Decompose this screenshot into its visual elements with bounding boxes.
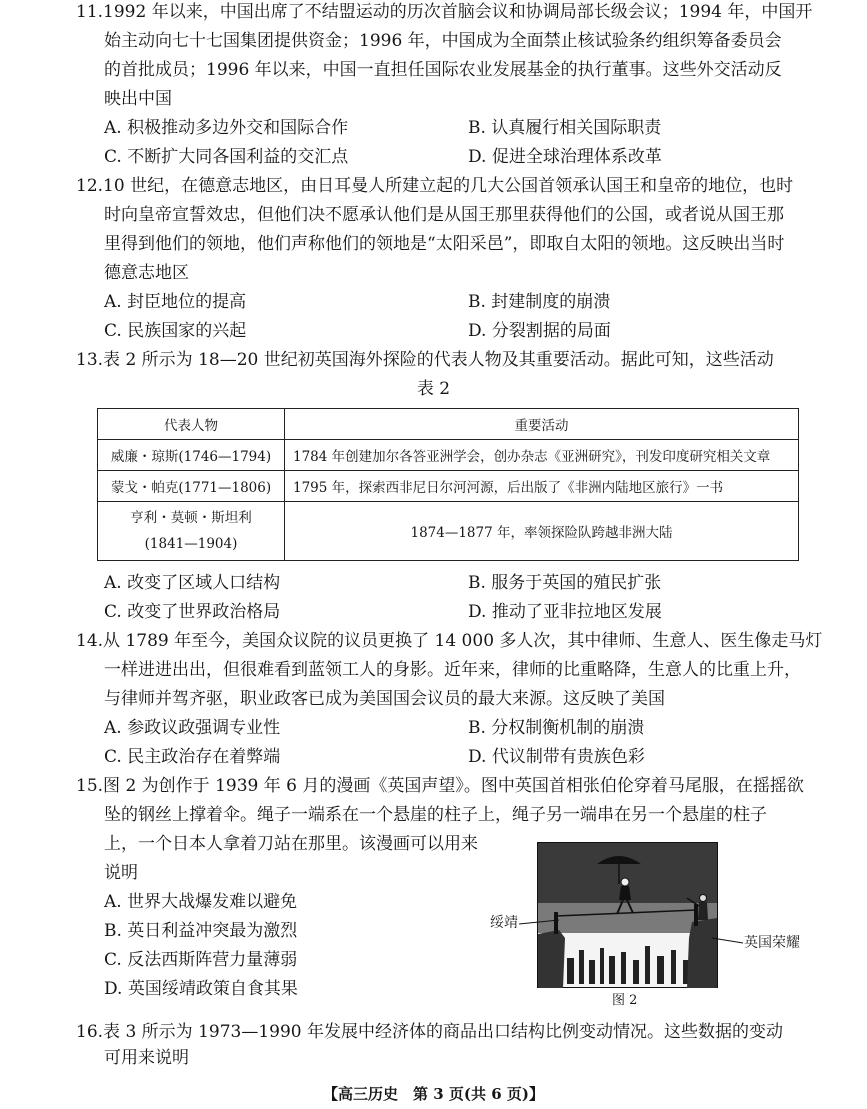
q16-number: 16. bbox=[76, 1022, 104, 1042]
q14-line-1: 14.从 1789 年至今，美国众议院的议员更换了 14 000 多人次，其中律师、生意人、医生像走马灯 bbox=[76, 631, 823, 651]
q14-option-c[interactable]: C. 民主政治存在着弊端 bbox=[104, 747, 281, 767]
q12-option-a[interactable]: A. 封臣地位的提高 bbox=[104, 292, 247, 312]
q14-number: 14. bbox=[76, 631, 104, 651]
table-header-row bbox=[98, 409, 799, 440]
table-cell-person: 蒙戈・帕克(1771—1806) bbox=[98, 471, 285, 502]
q15-line-4: 说明 bbox=[104, 863, 138, 883]
cartoon-label-appeasement: 绥靖 bbox=[490, 915, 518, 931]
q15-option-c[interactable]: C. 反法西斯阵营力量薄弱 bbox=[104, 950, 298, 970]
q15-number: 15. bbox=[76, 776, 104, 796]
label-pointer-left bbox=[519, 918, 561, 930]
q12-number: 12. bbox=[76, 176, 104, 196]
q12-option-b[interactable]: B. 封建制度的崩溃 bbox=[468, 292, 611, 312]
label-pointer-right bbox=[712, 936, 744, 946]
q12-line-4: 德意志地区 bbox=[104, 263, 189, 283]
q13-option-c[interactable]: C. 改变了世界政治格局 bbox=[104, 602, 281, 622]
q12-line-3: 里得到他们的领地，他们声称他们的领地是“太阳采邑”，即取自太阳的领地。这反映出当时 bbox=[104, 234, 785, 254]
figure-2-caption: 图 2 bbox=[612, 993, 638, 1008]
q15-line-1: 15.图 2 为创作于 1939 年 6 月的漫画《英国声望》。图中英国首相张伯伦穿着马尾服，在摇摇欲 bbox=[76, 776, 804, 796]
q14-line-2: 一样进进出出，但很难看到蓝领工人的身影。近年来，律师的比重略降，生意人的比重上升， bbox=[104, 660, 801, 680]
q15-line-3: 上，一个日本人拿着刀站在那里。该漫画可以用来 bbox=[104, 834, 478, 854]
table-row bbox=[98, 502, 799, 561]
q14-line-3: 与律师并驾齐驱，职业政客已成为美国国会议员的最大来源。这反映了美国 bbox=[104, 689, 665, 709]
q11-option-d[interactable]: D. 促进全球治理体系改革 bbox=[468, 147, 662, 167]
table-cell-activity: 1874—1877 年，率领探险队跨越非洲大陆 bbox=[285, 502, 799, 561]
q15-option-d[interactable]: D. 英国绥靖政策自食其果 bbox=[104, 979, 298, 999]
table-header-person: 代表人物 bbox=[98, 409, 285, 440]
table-2-caption: 表 2 bbox=[416, 379, 451, 399]
table-cell-person: 威廉・琼斯(1746—1794) bbox=[98, 440, 285, 471]
q13-option-a[interactable]: A. 改变了区域人口结构 bbox=[104, 573, 281, 593]
q12-line-2: 时向皇帝宣誓效忠，但他们决不愿承认他们是从国王那里获得他们的公国，或者说从国王那 bbox=[104, 205, 784, 225]
q11-option-a[interactable]: A. 积极推动多边外交和国际合作 bbox=[104, 118, 349, 138]
q12-line-1: 12.10 世纪，在德意志地区，由日耳曼人所建立起的几大公国首领承认国王和皇帝的地位，也时 bbox=[76, 176, 794, 196]
q13-option-b[interactable]: B. 服务于英国的殖民扩张 bbox=[468, 573, 662, 593]
table-2 bbox=[97, 408, 799, 561]
table-cell-person: 亨利・莫顿・斯坦利 (1841—1904) bbox=[98, 502, 285, 561]
q11-option-b[interactable]: B. 认真履行相关国际职责 bbox=[468, 118, 662, 138]
page-footer: 【高三历史 第 3 页(共 6 页)】 bbox=[323, 1085, 544, 1103]
q12-option-c[interactable]: C. 民族国家的兴起 bbox=[104, 321, 247, 341]
q14-option-a[interactable]: A. 参政议政强调专业性 bbox=[104, 718, 281, 738]
q15-option-a[interactable]: A. 世界大战爆发难以避免 bbox=[104, 892, 298, 912]
q11-line-4: 映出中国 bbox=[104, 89, 172, 109]
q11-option-c[interactable]: C. 不断扩大同各国利益的交汇点 bbox=[104, 147, 349, 167]
q11-line-2: 始主动向七十七国集团提供资金；1996 年，中国成为全面禁止核试验条约组织筹备委员会 bbox=[104, 31, 782, 51]
cartoon-illustration bbox=[537, 842, 718, 988]
q15-option-b[interactable]: B. 英日利益冲突最为激烈 bbox=[104, 921, 298, 941]
q13-line-1: 13.表 2 所示为 18—20 世纪初英国海外探险的代表人物及其重要活动。据此可知，这些活动 bbox=[76, 350, 774, 370]
table-row bbox=[98, 471, 799, 502]
q13-option-d[interactable]: D. 推动了亚非拉地区发展 bbox=[468, 602, 662, 622]
table-header-activity: 重要活动 bbox=[285, 409, 799, 440]
q11-line-1: 11.1992 年以来，中国出席了不结盟运动的历次首脑会议和协调局部长级会议；1994 年，中国开 bbox=[76, 2, 813, 22]
q16-line-1: 16.表 3 所示为 1973—1990 年发展中经济体的商品出口结构比例变动情况。这些数据的变动 bbox=[76, 1022, 784, 1042]
q14-option-b[interactable]: B. 分权制衡机制的崩溃 bbox=[468, 718, 645, 738]
q11-line-3: 的首批成员；1996 年以来，中国一直担任国际农业发展基金的执行董事。这些外交活动反 bbox=[104, 60, 782, 80]
table-row bbox=[98, 440, 799, 471]
q16-line-2: 可用来说明 bbox=[104, 1048, 189, 1068]
cartoon-label-british-glory: 英国荣耀 bbox=[744, 935, 800, 951]
q13-number: 13. bbox=[76, 350, 104, 370]
q12-option-d[interactable]: D. 分裂割据的局面 bbox=[468, 321, 611, 341]
q11-number: 11. bbox=[76, 2, 104, 22]
q15-line-2: 坠的钢丝上撑着伞。绳子一端系在一个悬崖的柱子上，绳子另一端串在另一个悬崖的柱子 bbox=[104, 805, 767, 825]
q14-option-d[interactable]: D. 代议制带有贵族色彩 bbox=[468, 747, 645, 767]
table-cell-activity: 1784 年创建加尔各答亚洲学会，创办杂志《亚洲研究》，刊发印度研究相关文章 bbox=[285, 440, 799, 471]
table-cell-activity: 1795 年，探索西非尼日尔河河源，后出版了《非洲内陆地区旅行》一书 bbox=[285, 471, 799, 502]
